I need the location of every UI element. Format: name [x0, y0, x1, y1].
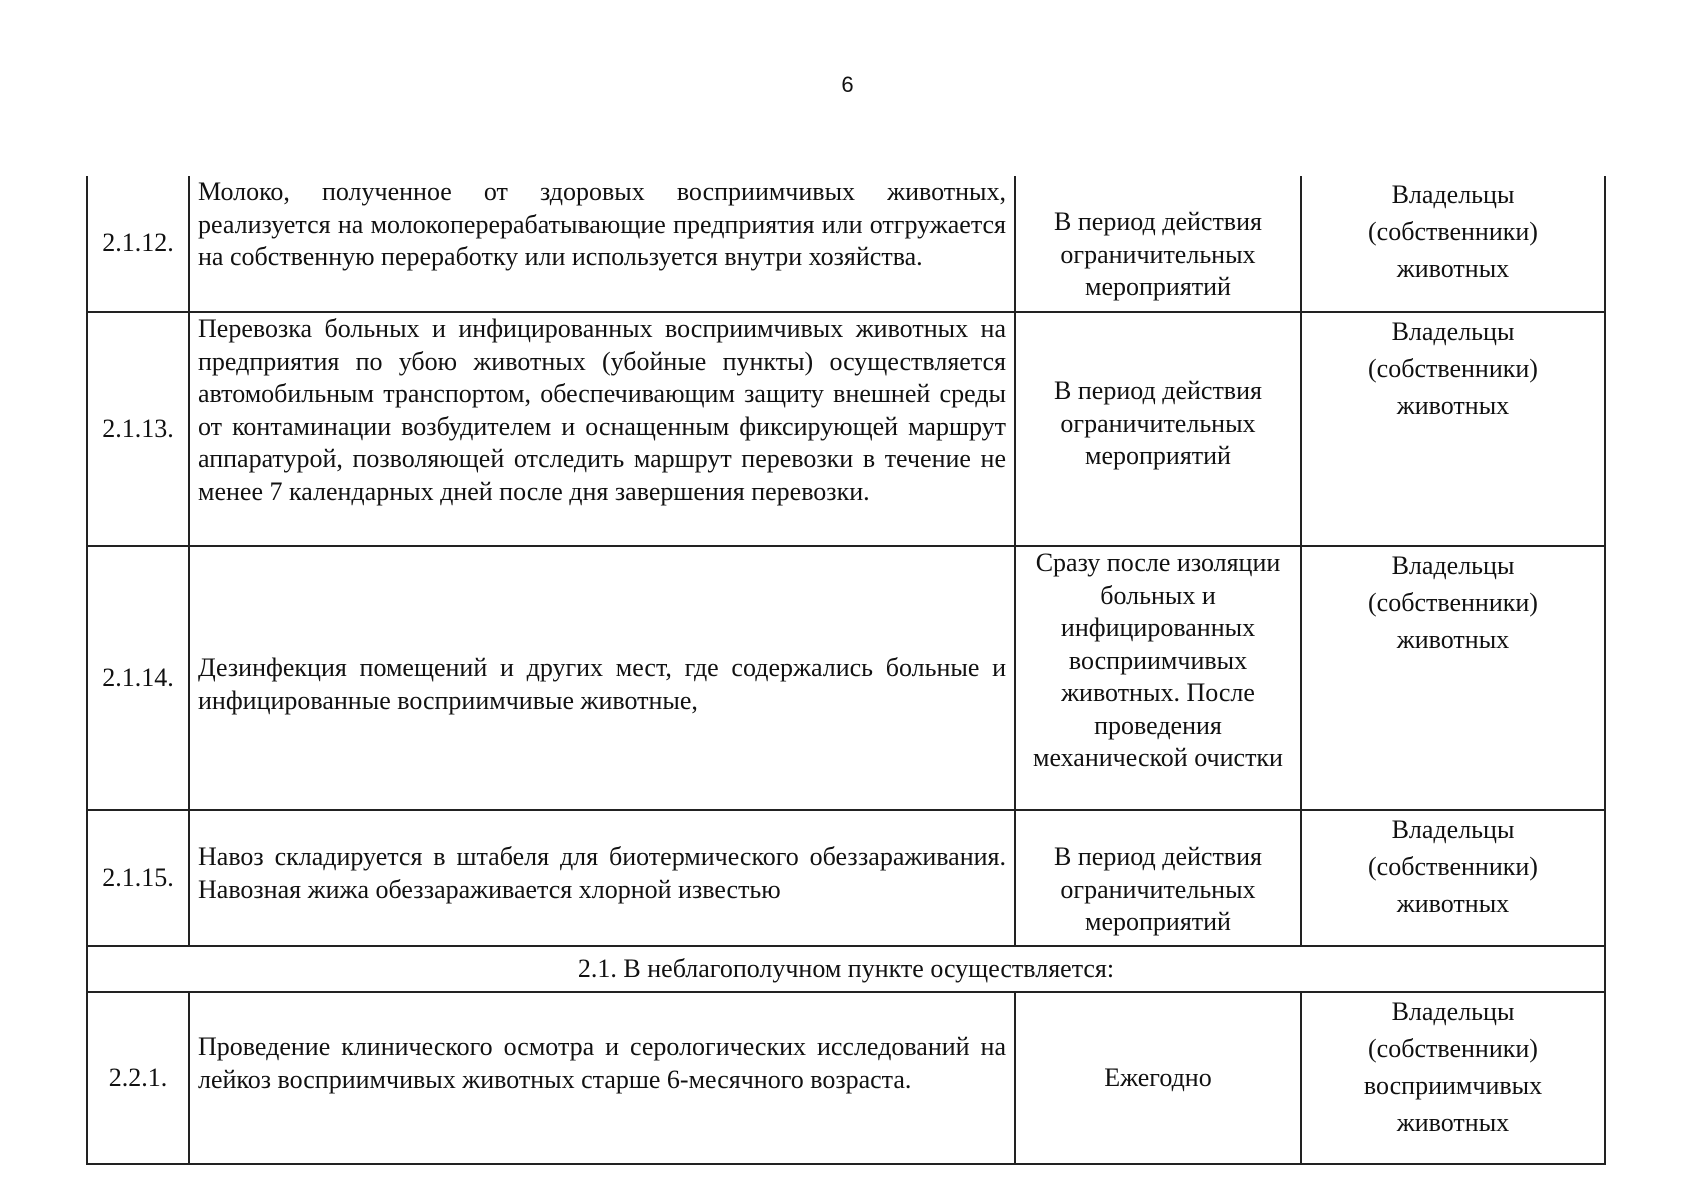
measures-table	[86, 176, 1606, 1165]
row-term: В период действия ограничительных мероприятий	[1015, 312, 1301, 546]
section-heading: 2.1. В неблагополучном пункте осуществляется:	[87, 946, 1605, 992]
row-number: 2.1.15.	[87, 810, 189, 946]
row-number: 2.1.13.	[87, 312, 189, 546]
row-term: В период действия ограничительных мероприятий	[1015, 810, 1301, 946]
row-responsible: Владельцы (собственники) восприимчивых животных	[1301, 992, 1605, 1164]
row-responsible: Владельцы (собственники) животных	[1301, 810, 1605, 946]
row-description: Молоко, полученное от здоровых восприимчивых животных, реализуется на молокоперерабатывающие предприятия или отгружается на собственную переработку или используется внутри хозяйства.	[189, 176, 1015, 312]
table-row	[87, 312, 1605, 546]
page-number: 6	[841, 72, 854, 97]
row-term: Ежегодно	[1015, 992, 1301, 1164]
table-row	[87, 546, 1605, 810]
row-responsible: Владельцы (собственники) животных	[1301, 546, 1605, 810]
row-description: Навоз складируется в штабеля для биотермического обеззараживания. Навозная жижа обеззараживается хлорной известью	[189, 810, 1015, 946]
row-number: 2.1.12.	[87, 176, 189, 312]
row-number: 2.1.14.	[87, 546, 189, 810]
row-responsible: Владельцы (собственники) животных	[1301, 176, 1605, 312]
row-description: Перевозка больных и инфицированных восприимчивых животных на предприятия по убою животных (убойные пункты) осуществляется автомобильным транспортом, обеспечивающим защиту внешней среды от контаминации возбудителем и оснащенным фиксирующей маршрут аппаратурой, позволяющей отследить маршрут перевозки в течение не менее 7 календарных дней после дня завершения перевозки.	[189, 312, 1015, 546]
row-description: Проведение клинического осмотра и серологических исследований на лейкоз восприимчивых животных старше 6-месячного возраста.	[189, 992, 1015, 1164]
table-row	[87, 810, 1605, 946]
row-description: Дезинфекция помещений и других мест, где содержались больные и инфицированные восприимчивые животные,	[189, 546, 1015, 810]
row-number: 2.2.1.	[87, 992, 189, 1164]
table-row	[87, 992, 1605, 1164]
table-row	[87, 176, 1605, 312]
row-term: Сразу после изоляции больных и инфицированных восприимчивых животных. После проведения механической очистки	[1015, 546, 1301, 810]
section-heading-row	[87, 946, 1605, 992]
row-term: В период действия ограничительных мероприятий	[1015, 176, 1301, 312]
row-responsible: Владельцы (собственники) животных	[1301, 312, 1605, 546]
